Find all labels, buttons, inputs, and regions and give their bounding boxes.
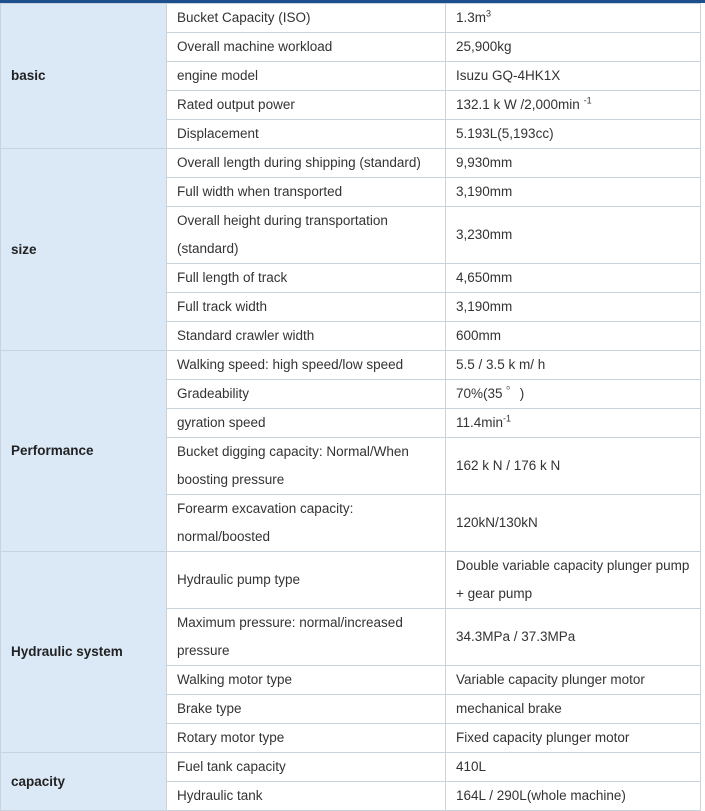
value-cell [446, 33, 701, 62]
value-cell [446, 207, 701, 264]
value-cell [446, 552, 701, 609]
value-text: 25,900kg [456, 39, 512, 54]
parameter-cell: Forearm excavation capacity: normal/boosted [167, 495, 446, 552]
value-cell [446, 724, 701, 753]
value-text: 70%(35 ゜) [456, 386, 525, 401]
parameter-cell: Overall length during shipping (standard) [167, 149, 446, 178]
table-row [1, 149, 701, 178]
value-text: 4,650mm [456, 270, 513, 285]
parameter-cell: Rated output power [167, 91, 446, 120]
value-superscript: 3 [486, 8, 492, 19]
value-cell [446, 753, 701, 782]
parameter-cell: Hydraulic tank [167, 782, 446, 811]
value-text: 600mm [456, 328, 502, 343]
parameter-cell: Rotary motor type [167, 724, 446, 753]
value-text: 5.5 / 3.5 k m/ h [456, 357, 546, 372]
value-cell [446, 91, 701, 120]
value-cell [446, 264, 701, 293]
value-cell [446, 380, 701, 409]
value-text: 120kN/130kN [456, 515, 538, 530]
value-superscript: -1 [503, 413, 512, 424]
value-text: 164L / 290L(whole machine) [456, 788, 626, 803]
value-text: Double variable capacity plunger pump + gear pump [456, 558, 690, 601]
parameter-cell: gyration speed [167, 409, 446, 438]
value-text: 9,930mm [456, 155, 513, 170]
value-cell [446, 351, 701, 380]
table-row [1, 351, 701, 380]
group-label: size [1, 149, 167, 351]
value-superscript: -1 [583, 95, 592, 106]
parameter-cell: Walking motor type [167, 666, 446, 695]
value-cell [446, 782, 701, 811]
value-cell [446, 495, 701, 552]
parameter-cell: Full length of track [167, 264, 446, 293]
value-text: 410L [456, 759, 487, 774]
value-text: 132.1 k W /2,000min [456, 97, 584, 112]
parameter-cell: Full width when transported [167, 178, 446, 207]
spec-table [0, 3, 701, 811]
parameter-cell: Overall machine workload [167, 33, 446, 62]
parameter-cell: Hydraulic pump type [167, 552, 446, 609]
value-cell [446, 695, 701, 724]
value-text: Variable capacity plunger motor [456, 672, 645, 687]
group-label: capacity [1, 753, 167, 811]
value-cell [446, 4, 701, 33]
group-label: Hydraulic system [1, 552, 167, 753]
parameter-cell: Brake type [167, 695, 446, 724]
value-text: 3,190mm [456, 299, 513, 314]
table-row [1, 4, 701, 33]
value-text: 5.193L(5,193cc) [456, 126, 554, 141]
parameter-cell: Fuel tank capacity [167, 753, 446, 782]
value-text: 1.3m [456, 10, 487, 25]
value-text: 34.3MPa / 37.3MPa [456, 629, 576, 644]
value-text: mechanical brake [456, 701, 562, 716]
value-cell [446, 409, 701, 438]
value-text: 11.4min [456, 415, 504, 430]
value-cell [446, 178, 701, 207]
value-text: Isuzu GQ-4HK1X [456, 68, 561, 83]
value-cell [446, 322, 701, 351]
parameter-cell: Standard crawler width [167, 322, 446, 351]
value-text: 3,190mm [456, 184, 513, 199]
parameter-cell: engine model [167, 62, 446, 91]
parameter-cell: Full track width [167, 293, 446, 322]
parameter-cell: Bucket digging capacity: Normal/When boosting pressure [167, 438, 446, 495]
value-text: Fixed capacity plunger motor [456, 730, 630, 745]
value-cell [446, 609, 701, 666]
value-cell [446, 666, 701, 695]
value-text: 162 k N / 176 k N [456, 458, 561, 473]
parameter-cell: Gradeability [167, 380, 446, 409]
value-cell [446, 149, 701, 178]
parameter-cell: Maximum pressure: normal/increased pressure [167, 609, 446, 666]
table-row [1, 552, 701, 609]
spec-table-body [1, 4, 701, 811]
value-cell [446, 62, 701, 91]
parameter-cell: Displacement [167, 120, 446, 149]
value-cell [446, 293, 701, 322]
value-cell [446, 438, 701, 495]
parameter-cell: Overall height during transportation (standard) [167, 207, 446, 264]
group-label: Performance [1, 351, 167, 552]
table-row [1, 753, 701, 782]
value-cell [446, 120, 701, 149]
parameter-cell: Walking speed: high speed/low speed [167, 351, 446, 380]
group-label: basic [1, 4, 167, 149]
parameter-cell: Bucket Capacity (ISO) [167, 4, 446, 33]
value-text: 3,230mm [456, 227, 513, 242]
